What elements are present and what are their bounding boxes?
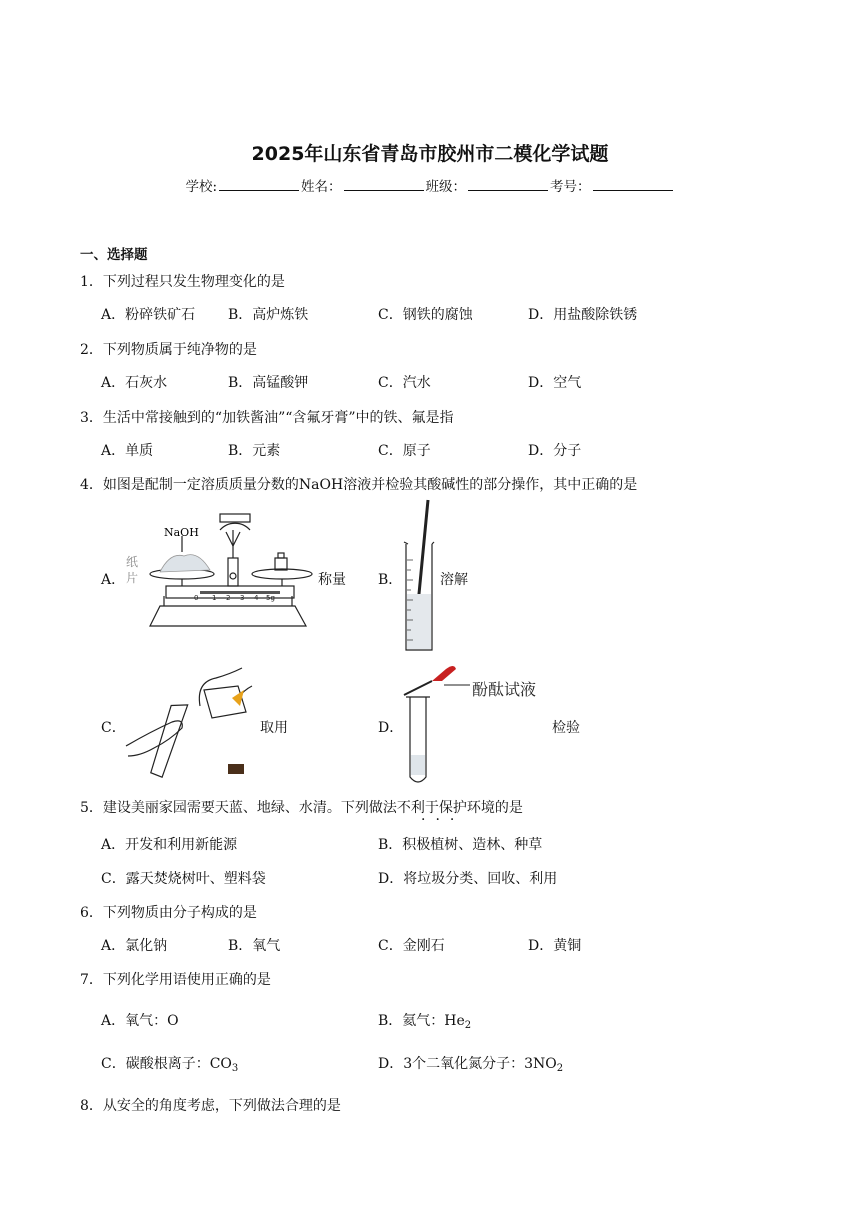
- q5-option-c: C．露天焚烧树叶、塑料袋: [101, 871, 266, 887]
- hand: [126, 721, 182, 756]
- scale-tick: 1: [212, 594, 217, 602]
- q4-option-d: D．: [378, 720, 404, 736]
- q4-option-a: A．: [101, 572, 126, 588]
- naoh-label: NaOH: [164, 526, 199, 539]
- naoh-powder: [160, 555, 210, 572]
- balance-dial: [220, 523, 250, 530]
- dropper-bulb: [432, 666, 456, 681]
- q4-caption-c: 取用: [260, 720, 288, 736]
- class-label: 班级：: [425, 179, 467, 195]
- q7-option-d: D．3个二氧化氮分子：$3NO_2$: [378, 1056, 564, 1074]
- cylinder-figure: [398, 500, 448, 655]
- q6-option-d: D．黄铜: [528, 938, 582, 954]
- question-3-stem: 3．生活中常接触到的“加铁酱油”“含氟牙膏”中的铁、氟是指: [80, 410, 454, 426]
- q7-option-c: C．碳酸根离子：$CO_3$: [101, 1056, 239, 1074]
- bottle-stopper: [228, 764, 244, 774]
- q1-option-d: D．用盐酸除铁锈: [528, 307, 638, 323]
- question-8-stem: 8．从安全的角度考虑，下列做法合理的是: [80, 1098, 341, 1114]
- pouring-figure: [120, 660, 260, 780]
- q1-option-c: C．钢铁的腐蚀: [378, 307, 473, 323]
- q5-option-a: A．开发和利用新能源: [101, 837, 238, 853]
- q3-option-c: C．原子: [378, 443, 431, 459]
- scale-tick: 5g: [266, 594, 275, 602]
- name-label: 姓名：: [301, 179, 342, 195]
- balance-figure: [120, 500, 320, 635]
- question-2-stem: 2．下列物质属于纯净物的是: [80, 342, 257, 358]
- q3-option-d: D．分子: [528, 443, 582, 459]
- test-tube: [150, 700, 187, 779]
- section-heading: 一、选择题: [80, 247, 148, 263]
- q6-option-c: C．金刚石: [378, 938, 445, 954]
- q4-caption-b: 溶解: [440, 572, 468, 588]
- dropper-tube: [404, 681, 432, 695]
- number-label: 考号：: [550, 179, 591, 195]
- student-info-line: [0, 175, 860, 195]
- class-blank[interactable]: [468, 177, 548, 191]
- q7-option-b: B．氦气：$He_2$: [378, 1013, 472, 1031]
- q2-option-a: A．石灰水: [101, 375, 168, 391]
- reagent-label: 酚酞试液: [472, 680, 537, 699]
- scale-tick: 3: [240, 594, 245, 602]
- school-blank[interactable]: [219, 177, 299, 191]
- q7-option-a: A．氧气：O: [101, 1013, 179, 1029]
- balance-post: [228, 558, 238, 586]
- question-4-stem: 4．如图是配制一定溶质质量分数的NaOH溶液并检验其酸碱性的部分操作，其中正确的是: [80, 477, 638, 493]
- scale-tick: 4: [254, 594, 259, 602]
- q6-option-b: B．氧气: [228, 938, 281, 954]
- paper-label: 纸: [126, 555, 139, 569]
- q2-option-b: B．高锰酸钾: [228, 375, 309, 391]
- q6-option-a: A．氯化钠: [101, 938, 168, 954]
- q1-option-a: A．粉碎铁矿石: [101, 307, 196, 323]
- number-blank[interactable]: [593, 177, 673, 191]
- scale-tick: 0: [194, 594, 199, 602]
- q3-option-a: A．单质: [101, 443, 154, 459]
- emphasis-dots: ···: [421, 812, 465, 828]
- scale-tick: 2: [226, 594, 231, 602]
- question-7-stem: 7．下列化学用语使用正确的是: [80, 972, 271, 988]
- question-6-stem: 6．下列物质由分子构成的是: [80, 905, 257, 921]
- q4-option-b: B．: [378, 572, 403, 588]
- q4-caption-d: 检验: [552, 720, 580, 736]
- school-label: 学校:: [185, 179, 218, 195]
- page-title: 2025年山东省青岛市胶州市二模化学试题: [251, 143, 609, 165]
- q1-option-b: B．高炉炼铁: [228, 307, 309, 323]
- question-1-stem: 1．下列过程只发生物理变化的是: [80, 274, 285, 290]
- name-blank[interactable]: [344, 177, 424, 191]
- q4-caption-a: 称量: [318, 572, 346, 588]
- weight: [275, 558, 287, 570]
- q2-option-c: C．汽水: [378, 375, 431, 391]
- q4-option-c: C．: [101, 720, 126, 736]
- q5-option-b: B．积极植树、造林、种草: [378, 837, 543, 853]
- balance-base: [150, 606, 306, 626]
- q5-option-d: D．将垃圾分类、回收、利用: [378, 871, 558, 887]
- q2-option-d: D．空气: [528, 375, 582, 391]
- dropper-figure: [402, 655, 562, 787]
- paper-label-2: 片: [126, 571, 139, 585]
- emphasis-text: 不利于: [396, 800, 439, 816]
- question-5-stem: 5．建设美丽家园需要天蓝、地绿、水清。下列做法不利于保护环境的是: [80, 800, 523, 816]
- q3-option-b: B．元素: [228, 443, 281, 459]
